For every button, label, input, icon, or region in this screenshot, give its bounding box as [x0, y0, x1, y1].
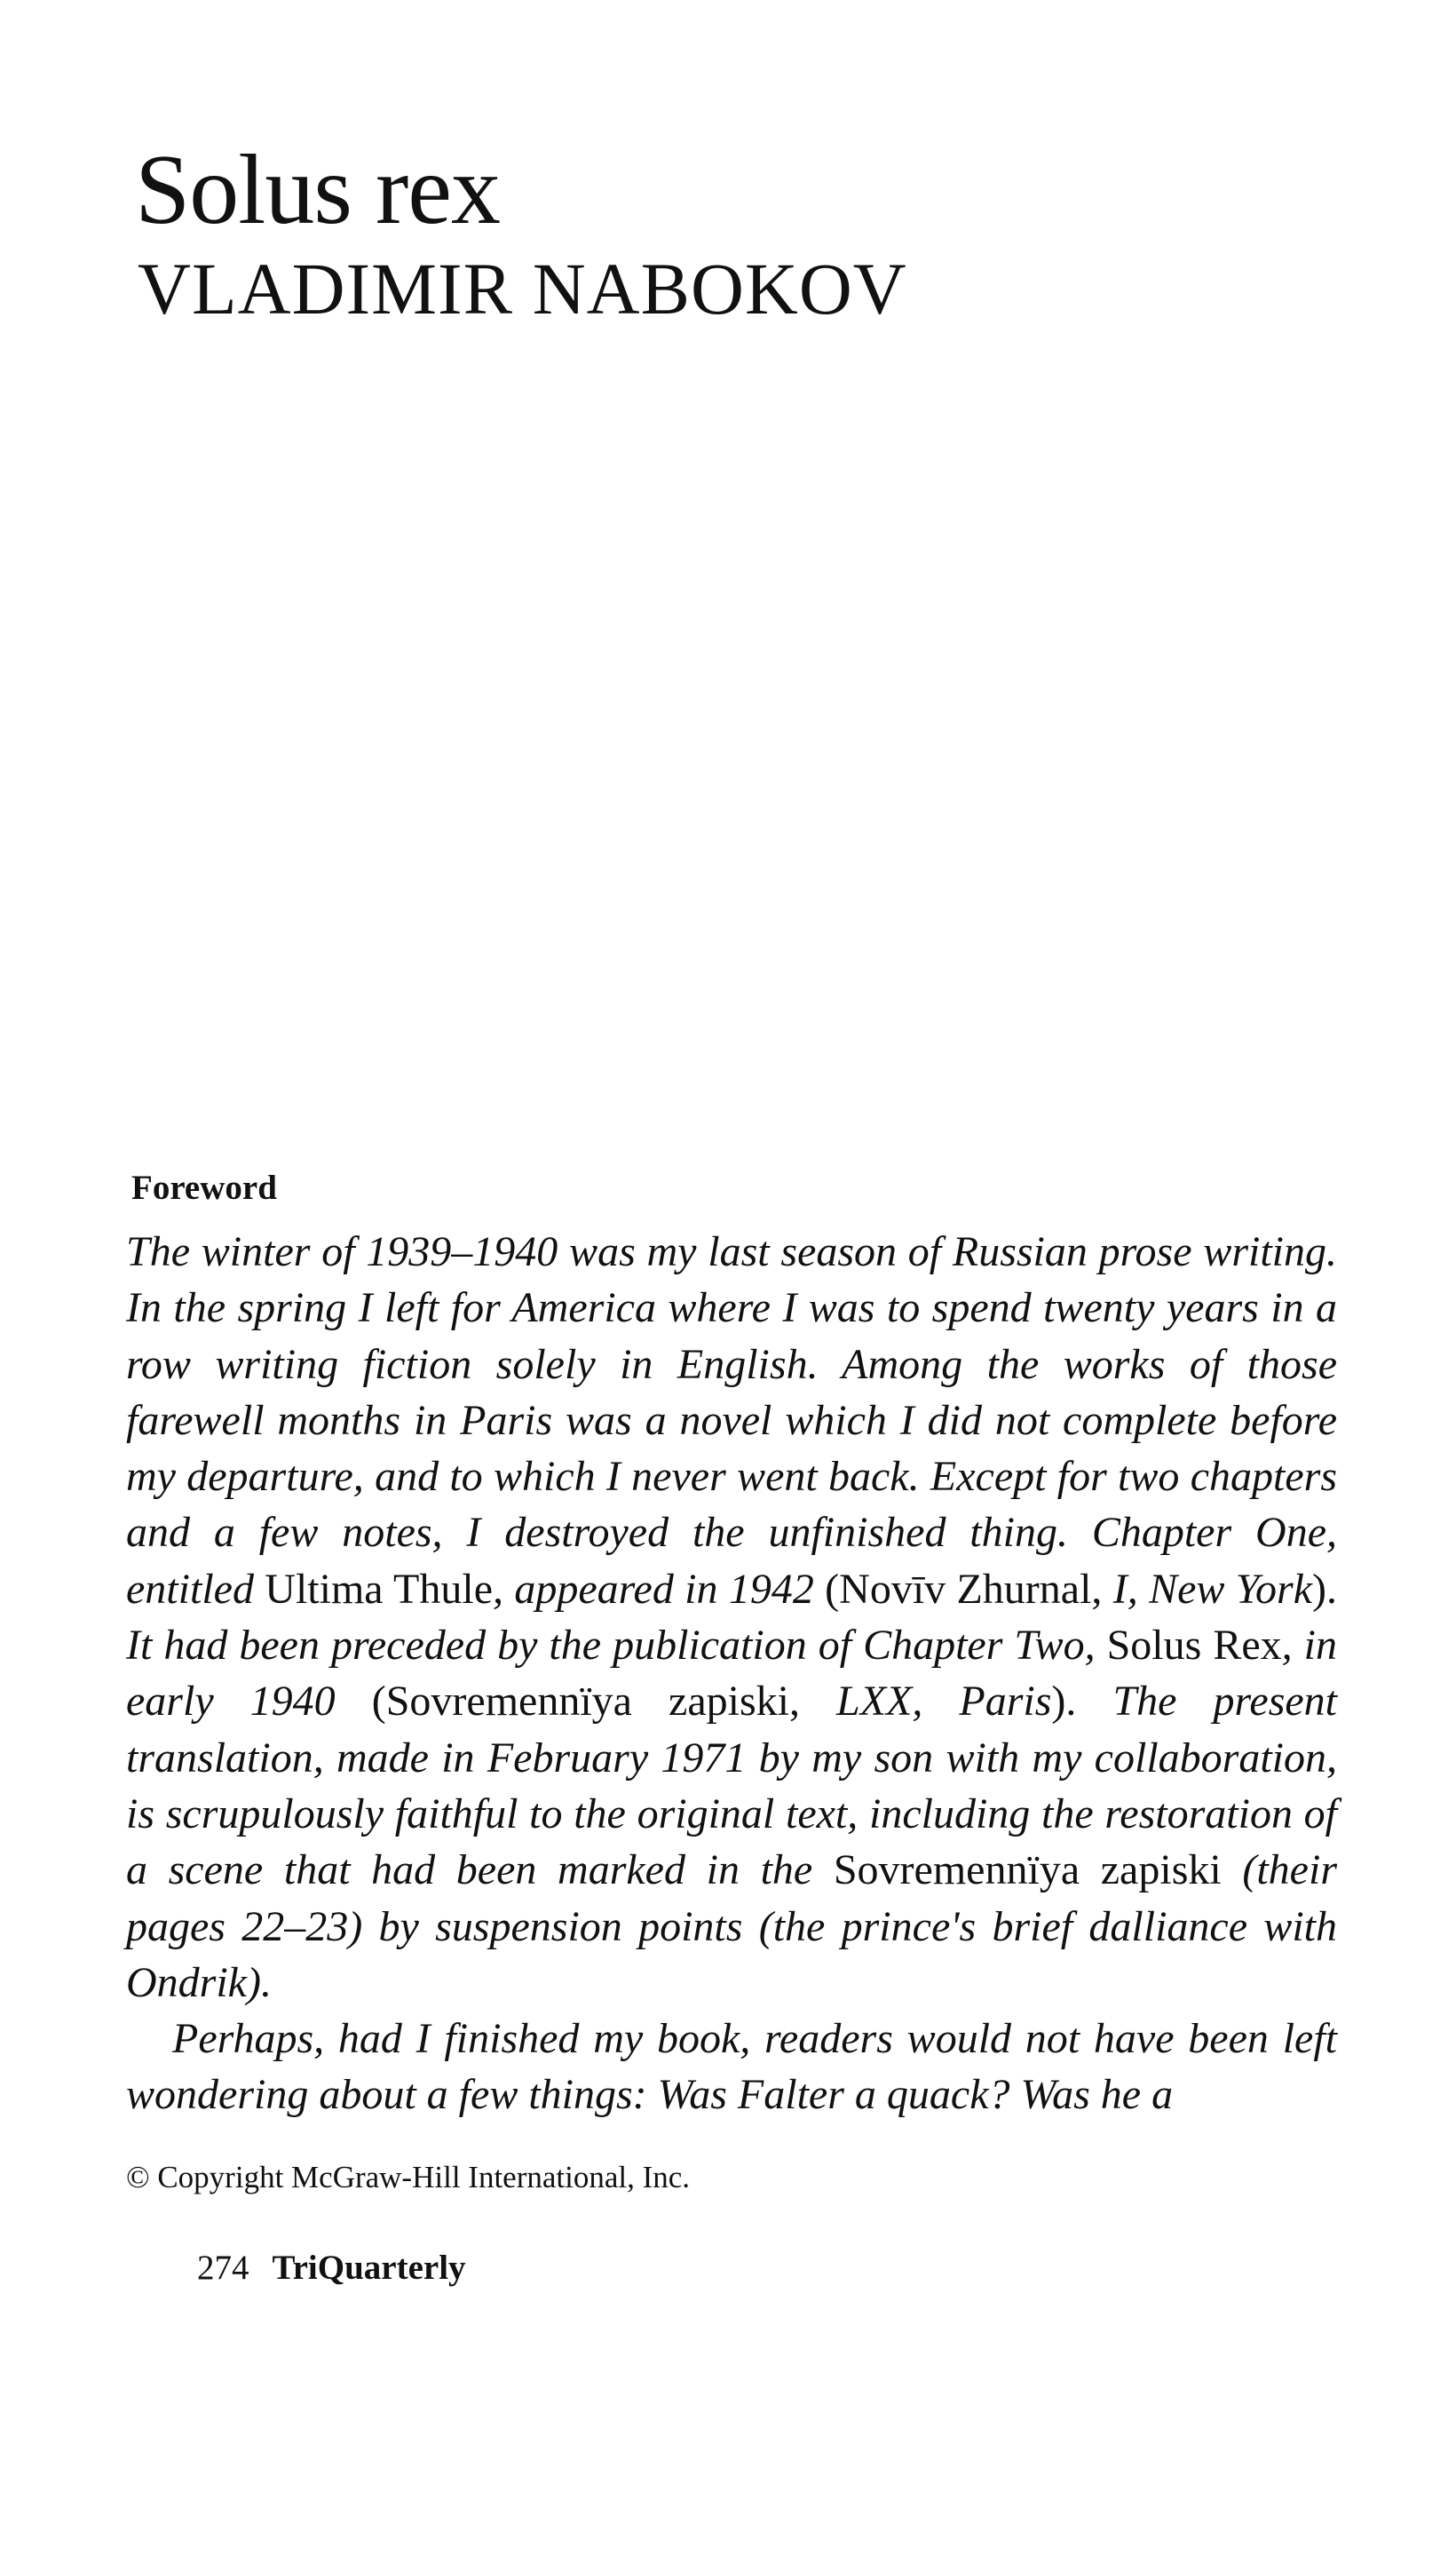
paragraph-text: Perhaps, had I finished my book, readers would not have been left wondering about a few things: Was Falter a quack? Was he a	[126, 2015, 1337, 2119]
foreword-body	[126, 1224, 1337, 2123]
author-name: VLADIMIR NABOKOV	[138, 248, 907, 329]
paragraph-segment: The present translation, made in February 1971 by my son with my collaboration, is scrupulously faithful to the original text, including the restoration of a scene that had been marked in the	[126, 1678, 1338, 1894]
paragraph-segment: (Sovremennïya zapiski,	[371, 1678, 837, 1726]
paragraph-segment: I, New York	[1112, 1565, 1313, 1613]
foreword-paragraph-1	[126, 1224, 1337, 2011]
paragraph-segment: (Novīv Zhurnal,	[825, 1565, 1113, 1613]
paragraph-segment: LXX, Paris	[836, 1678, 1052, 1726]
foreword-paragraph-2	[126, 2011, 1337, 2123]
paragraph-segment: (their pages 22–23) by suspension points (the prince's brief dalliance with Ondrik).	[126, 1846, 1337, 2006]
journal-name: TriQuarterly	[272, 2249, 466, 2287]
paragraph-segment: , appeared in 1942	[493, 1565, 826, 1613]
paragraph-segment: Solus Rex	[1106, 1622, 1282, 1670]
paragraph-segment: ).	[1051, 1678, 1113, 1726]
paragraph-segment: Ultima Thule	[265, 1565, 494, 1613]
foreword-heading: Foreword	[131, 1169, 277, 1207]
page-footer	[197, 2250, 466, 2285]
page-number: 274	[197, 2249, 249, 2287]
paragraph-segment: Sovremennïya zapiski	[833, 1846, 1243, 1894]
copyright-notice: © Copyright McGraw-Hill International, Inc.	[126, 2160, 691, 2194]
paragraph-segment: The winter of 1939–1940 was my last season of Russian prose writing. In the spring I left for America where I was to spend twenty years in a row writing fiction solely in English. Among the works of those farewell months in Paris was a novel which I did not complete before my departure, and to which I never went back. Except for two chapters and a few notes, I destroyed the unfinished thing. Chapter One, entitled	[126, 1228, 1337, 1613]
paragraph-segment: ).	[1312, 1565, 1337, 1613]
paragraph-segment: It had been preceded by the publication of Chapter Two,	[126, 1622, 1107, 1670]
paragraph-segment: , in early 1940	[126, 1622, 1337, 1726]
story-title: Solus rex	[135, 135, 500, 245]
